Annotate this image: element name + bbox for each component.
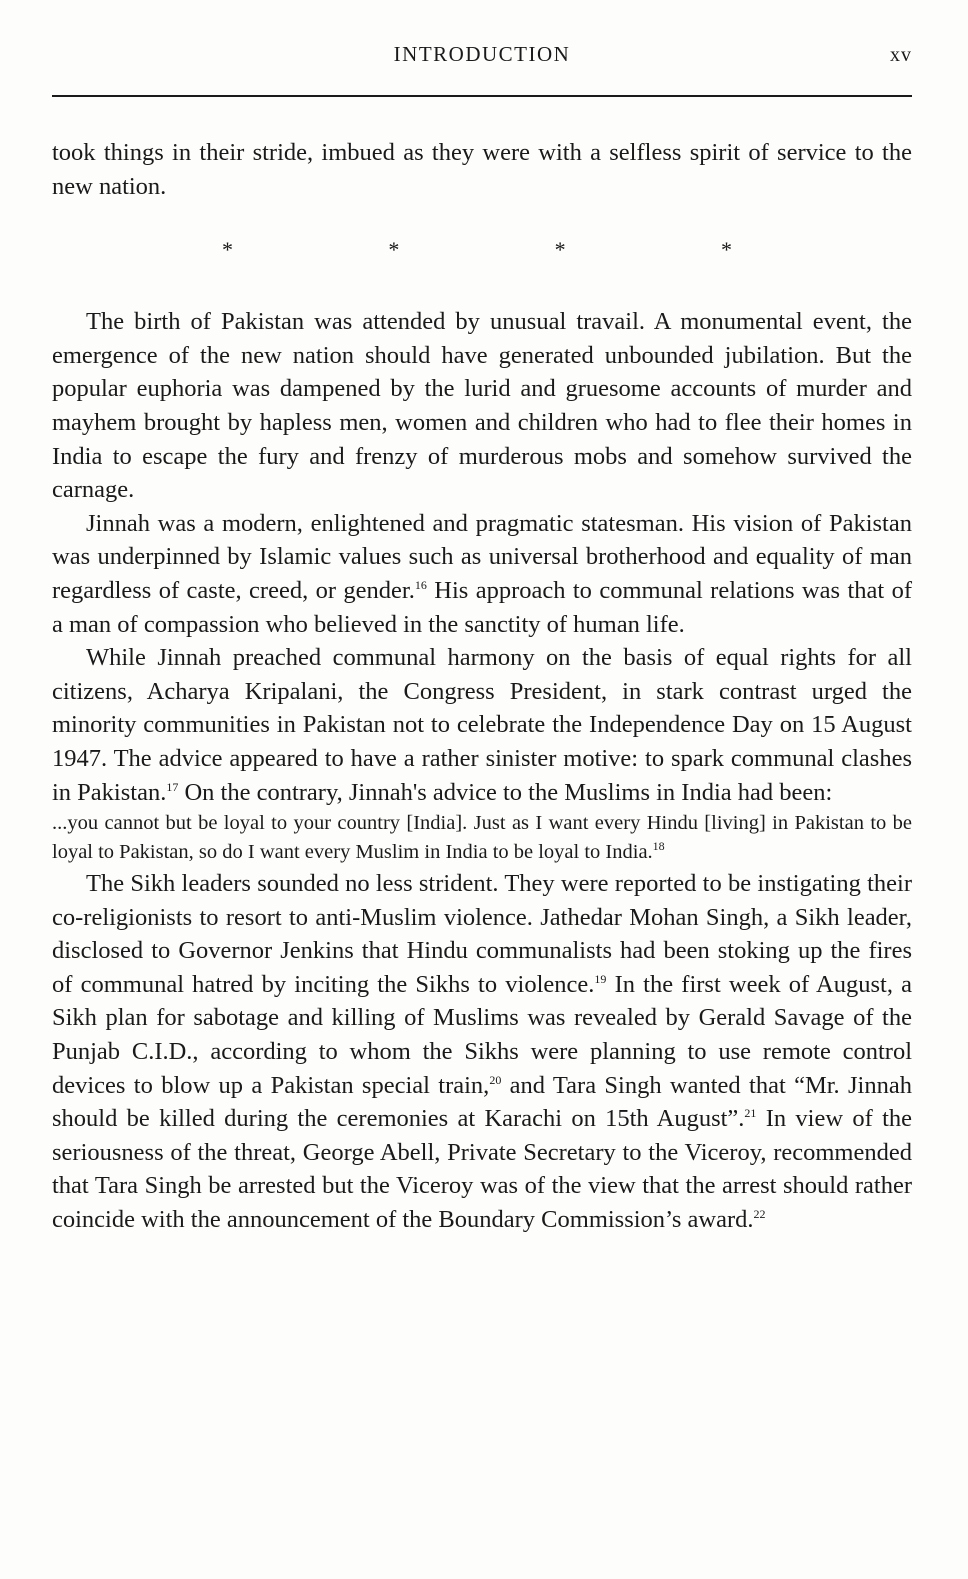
text-run: Jinnah was a modern, enlightened and pragmatic statesman. His vision of Pakistan was underpinned by Islamic values such as universal brotherhood and equality of man regardless of caste, creed, or gender. (52, 509, 912, 604)
text-run: His approach to communal relations was that of a man of compassion who believed in the sanctity of human life. (52, 576, 912, 638)
paragraph-jinnah-vision (52, 507, 912, 641)
footnote-ref-19: 19 (594, 971, 607, 986)
footnote-ref-20: 20 (489, 1072, 502, 1087)
paragraph-continued: took things in their stride, imbued as they were with a selfless spirit of service to the new nation. (52, 139, 912, 200)
text-run: In view of the seriousness of the threat, George Abell, Private Secretary to the Viceroy, recommended that Tara Singh be arrested but the Viceroy was of the view that the arrest should rather coincide with the announcement of the Boundary Commission’s award. (52, 1105, 912, 1234)
footnote-ref-21: 21 (744, 1106, 757, 1121)
separator-star: * (554, 237, 566, 263)
footnote-ref-17: 17 (166, 779, 179, 794)
separator-star: * (222, 237, 233, 263)
block-quote (52, 809, 912, 867)
footnote-ref-16: 16 (414, 577, 427, 592)
text-run: and Tara Singh wanted that “Mr. Jinnah should be killed during the ceremonies at Karachi on 15th August”. (52, 1071, 912, 1133)
text-run: The Sikh leaders sounded no less strident. They were reported to be instigating their co-religionists to resort to anti-Muslim violence. Jathedar Mohan Singh, a Sikh leader, disclosed to Governor Jenkins that Hindu communalists had been stoking up the fires of communal hatred by inciting the Sikhs to violence. (52, 870, 912, 998)
page-number: xv (890, 44, 912, 66)
footnote-ref-18: 18 (652, 839, 665, 854)
quote-text: ...you cannot but be loyal to your country [India]. Just as I want every Hindu [living] in Pakistan to be loyal to Pakistan, so do I want every Muslim in India to be loyal to India. (52, 812, 912, 864)
body-text (52, 136, 912, 1237)
footnote-ref-22: 22 (753, 1206, 766, 1221)
separator-star: * (388, 237, 400, 263)
text-run: While Jinnah preached communal harmony on the basis of equal rights for all citizens, Acharya Kripalani, the Congress President, in stark contrast urged the minority communities in Pakistan not to celebrate the Independence Day on 15 August 1947. The advice appeared to have a rather sinister motive: to spark communal clashes in Pakistan. (52, 644, 912, 806)
text-run: On the contrary, Jinnah's advice to the Muslims in India had been: (178, 778, 833, 806)
running-header (52, 42, 912, 72)
text-run: In the first week of August, a Sikh plan for sabotage and killing of Muslims was revealed by Gerald Savage of the Punjab C.I.D., according to whom the Sikhs were planning to use remote control devices to blow up a Pakistan special train, (52, 970, 912, 1099)
paragraph-communal-harmony (52, 641, 912, 809)
paragraph-birth-of-pakistan: The birth of Pakistan was attended by unusual travail. A monumental event, the emergence of the new nation should have generated unbounded jubilation. But the popular euphoria was dampened by the lurid and gruesome accounts of murder and mayhem brought by hapless men, women and children who had to flee their homes in India to escape the fury and frenzy of murderous mobs and somehow survived the carnage. (52, 308, 912, 504)
separator-star: * (720, 237, 732, 263)
section-separator (222, 239, 732, 261)
header-rule (52, 95, 912, 97)
running-title: INTRODUCTION (393, 42, 571, 66)
paragraph-sikh-leaders (52, 867, 912, 1237)
